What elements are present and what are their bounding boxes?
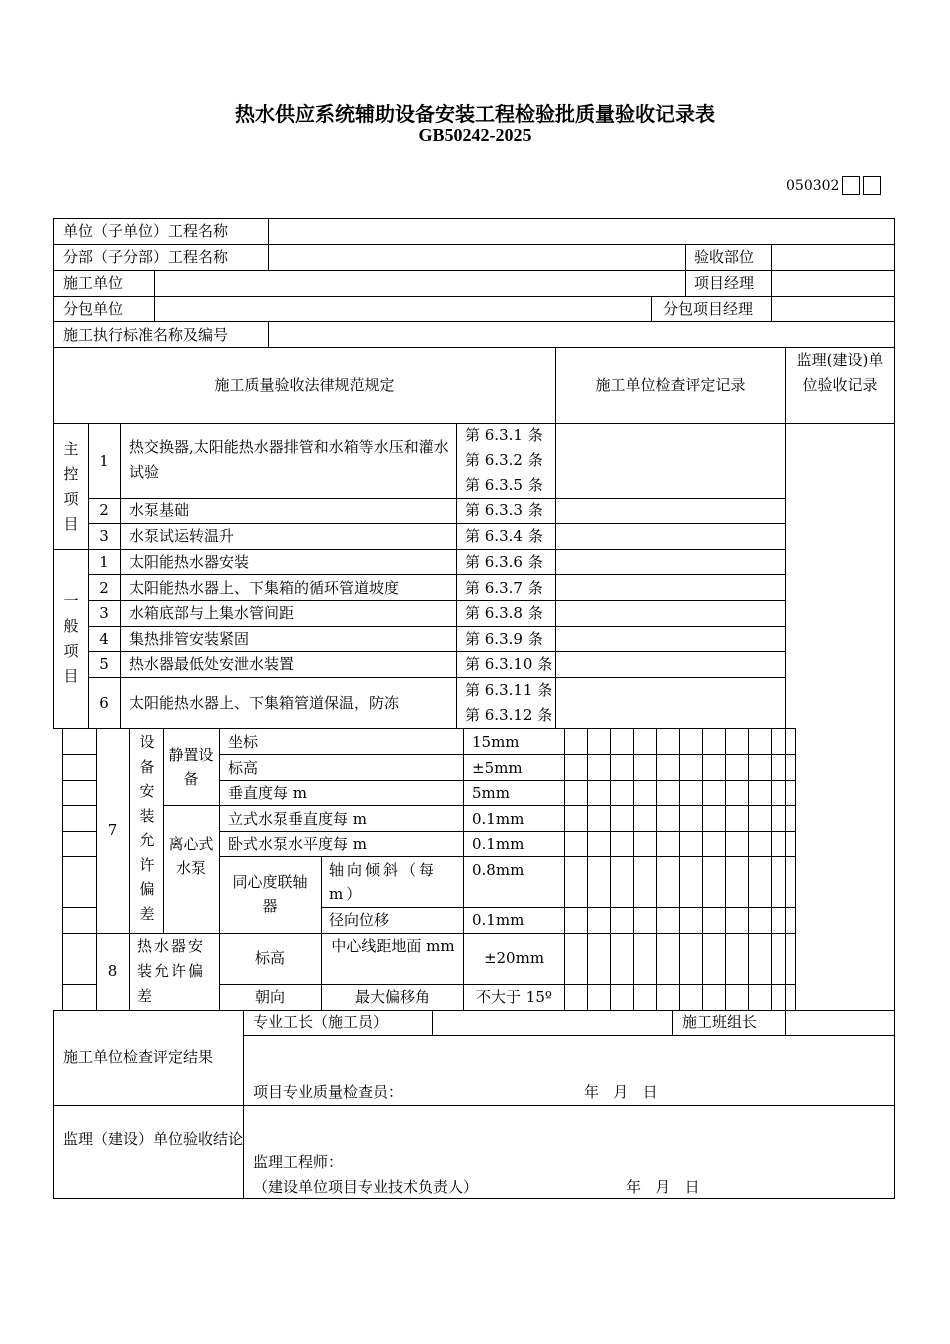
tol7-item-6: 轴向倾斜（每m） bbox=[329, 861, 438, 903]
general-clause-6: 第 6.3.11 条 第 6.3.12 条 bbox=[465, 681, 553, 724]
tol7-item-5: 卧式水泵水平度每 m bbox=[228, 835, 367, 853]
rule-h bbox=[62, 728, 796, 729]
label-standard-name: 施工执行标准名称及编号 bbox=[63, 326, 229, 344]
form-code bbox=[786, 176, 881, 195]
rule-h bbox=[88, 498, 786, 499]
rule-v bbox=[785, 347, 786, 1011]
rule-v bbox=[771, 296, 772, 322]
general-item-6: 太阳能热水器上、下集箱管道保温，防冻 bbox=[129, 694, 400, 712]
rule-h bbox=[53, 321, 895, 322]
rule-v bbox=[555, 347, 556, 729]
general-clause-1: 第 6.3.6 条 bbox=[465, 553, 543, 571]
rule-v bbox=[679, 728, 680, 1011]
rule-h bbox=[62, 907, 97, 908]
tol8-value-1: ±20mm bbox=[483, 949, 545, 967]
label-subcontract-unit: 分包单位 bbox=[63, 300, 124, 318]
general-item-no-1: 1 bbox=[99, 553, 109, 571]
standard-code: GB50242-2025 bbox=[418, 125, 532, 145]
tol7-value-7: 0.1mm bbox=[472, 911, 525, 929]
main-items-label: 主控项目 bbox=[63, 440, 79, 533]
general-item-5: 热水器最低处安泄水装置 bbox=[129, 655, 295, 673]
general-item-no-2: 2 bbox=[99, 579, 109, 597]
rule-v bbox=[268, 321, 269, 348]
date-supervision: 年 月 日 bbox=[626, 1178, 700, 1196]
rule-v bbox=[651, 296, 652, 322]
rule-v bbox=[785, 1010, 786, 1036]
label-acceptance-part: 验收部位 bbox=[694, 248, 755, 266]
rule-h bbox=[243, 1035, 895, 1036]
general-item-no-4: 4 bbox=[99, 630, 109, 648]
rule-v bbox=[748, 728, 749, 1011]
tol7-coupling: 同心度联轴器 bbox=[232, 873, 308, 915]
tol8-group: 热水器安装允许偏差 bbox=[137, 937, 206, 1005]
rule-v bbox=[656, 728, 657, 1011]
rule-v bbox=[62, 728, 63, 1011]
rule-h bbox=[53, 296, 895, 297]
main-item-no-2: 2 bbox=[99, 501, 109, 519]
label-subcontract-manager: 分包项目经理 bbox=[663, 300, 754, 318]
main-clause-3: 第 6.3.4 条 bbox=[465, 527, 543, 545]
tol7-value-6: 0.8mm bbox=[472, 861, 525, 879]
tol7-value-4: 0.1mm bbox=[472, 810, 525, 828]
tol7-value-1: 15mm bbox=[472, 733, 520, 751]
page-title: 热水供应系统辅助设备安装工程检验批质量验收记录表 bbox=[235, 102, 715, 126]
label-team-leader: 施工班组长 bbox=[682, 1013, 758, 1031]
label-foreman: 专业工长（施工员） bbox=[253, 1013, 389, 1031]
rule-v bbox=[432, 1010, 433, 1036]
label-project-manager: 项目经理 bbox=[694, 274, 755, 292]
label-engineer: 监理工程师： bbox=[253, 1153, 344, 1171]
rule-h bbox=[53, 1010, 895, 1011]
table-left-border bbox=[53, 218, 54, 729]
rule-h bbox=[62, 780, 97, 781]
rule-v bbox=[702, 728, 703, 1011]
general-item-no-5: 5 bbox=[99, 655, 109, 673]
label-supervision-conclusion: 监理（建设）单位验收结论 bbox=[63, 1130, 244, 1148]
rule-h bbox=[62, 856, 97, 857]
rule-v bbox=[456, 423, 457, 729]
rule-v bbox=[564, 728, 565, 1011]
rule-h bbox=[62, 754, 97, 755]
tol8-no: 8 bbox=[107, 962, 118, 980]
rule-v bbox=[633, 728, 634, 1011]
rule-h bbox=[62, 984, 97, 985]
general-item-no-3: 3 bbox=[99, 604, 109, 622]
rule-h bbox=[88, 677, 786, 678]
tol8-sub-2: 最大偏移角 bbox=[354, 988, 430, 1006]
form-code-box-2[interactable] bbox=[863, 176, 881, 195]
form-code-box-1[interactable] bbox=[842, 176, 860, 195]
rule-v bbox=[154, 270, 155, 297]
rule-v bbox=[795, 728, 796, 1011]
rule-v bbox=[685, 244, 686, 271]
rule-h bbox=[53, 1105, 895, 1106]
general-clause-4: 第 6.3.9 条 bbox=[465, 630, 543, 648]
main-clause-2: 第 6.3.3 条 bbox=[465, 501, 543, 519]
label-sub-project: 分部（子分部）工程名称 bbox=[63, 248, 229, 266]
col-supervision: 监理(建设)单位验收记录 bbox=[796, 351, 884, 394]
general-item-no-6: 6 bbox=[99, 694, 109, 712]
rule-v bbox=[163, 728, 164, 934]
label-owner-rep: （建设单位项目专业技术负责人） bbox=[253, 1178, 479, 1196]
main-item-1: 热交换器,太阳能热水器排管和水箱等水压和灌水试验 bbox=[129, 438, 449, 481]
tol7-static: 静置设备 bbox=[168, 746, 214, 788]
label-construction-unit: 施工单位 bbox=[63, 274, 124, 292]
label-check-result: 施工单位检查评定结果 bbox=[63, 1048, 214, 1066]
tol7-item-1: 坐标 bbox=[228, 733, 259, 751]
label-inspector: 项目专业质量检查员： bbox=[253, 1083, 404, 1101]
rule-v bbox=[771, 728, 772, 1011]
tol7-item-2: 标高 bbox=[228, 759, 259, 777]
tol7-no: 7 bbox=[107, 821, 118, 839]
rule-v bbox=[268, 244, 269, 271]
rule-h bbox=[53, 270, 895, 271]
tol7-item-3: 垂直度每 m bbox=[228, 784, 307, 802]
rule-v bbox=[685, 270, 686, 297]
rule-h bbox=[321, 907, 796, 908]
tol7-value-5: 0.1mm bbox=[472, 835, 525, 853]
rule-v bbox=[672, 1010, 673, 1036]
rule-v bbox=[120, 423, 121, 729]
tol7-centrifugal: 离心式水泵 bbox=[168, 835, 214, 877]
form-code-number: 050302 bbox=[786, 177, 840, 194]
date-check: 年 月 日 bbox=[584, 1083, 658, 1101]
rule-v bbox=[129, 728, 130, 1011]
tol8-item-2: 朝向 bbox=[254, 988, 285, 1006]
tol7-value-3: 5mm bbox=[472, 784, 510, 802]
rule-v bbox=[321, 856, 322, 934]
rule-v bbox=[771, 244, 772, 271]
tol8-item-1: 标高 bbox=[254, 949, 285, 967]
table-right-border bbox=[894, 218, 895, 1011]
tol7-group: 设备安装允许偏差 bbox=[139, 733, 155, 923]
rule-h bbox=[62, 831, 97, 832]
general-items-label: 一般项目 bbox=[63, 592, 79, 685]
general-clause-2: 第 6.3.7 条 bbox=[465, 579, 543, 597]
rule-v bbox=[771, 270, 772, 297]
general-item-4: 集热排管安装紧固 bbox=[129, 630, 250, 648]
rule-v bbox=[725, 728, 726, 1011]
tol8-sub-1: 中心线距地面 mm bbox=[331, 937, 455, 955]
col-check-record: 施工单位检查评定记录 bbox=[595, 376, 746, 394]
general-item-1: 太阳能热水器安装 bbox=[129, 553, 250, 571]
general-item-3: 水箱底部与上集水管间距 bbox=[129, 604, 295, 622]
main-item-2: 水泵基础 bbox=[129, 501, 190, 519]
col-spec: 施工质量验收法律规范规定 bbox=[214, 376, 395, 394]
tol7-item-4: 立式水泵垂直度每 m bbox=[228, 810, 367, 828]
main-item-no-3: 3 bbox=[99, 527, 109, 545]
tol7-item-7: 径向位移 bbox=[329, 911, 390, 929]
rule-h bbox=[62, 805, 97, 806]
general-item-2: 太阳能热水器上、下集箱的循环管道坡度 bbox=[129, 579, 400, 597]
main-clause-1: 第 6.3.1 条 第 6.3.2 条 第 6.3.5 条 bbox=[465, 426, 543, 494]
rule-v bbox=[154, 296, 155, 322]
main-item-no-1: 1 bbox=[99, 452, 109, 470]
general-clause-3: 第 6.3.8 条 bbox=[465, 604, 543, 622]
tol8-value-2: 不大于 15º bbox=[476, 988, 552, 1006]
tol7-value-2: ±5mm bbox=[472, 759, 523, 777]
main-item-3: 水泵试运转温升 bbox=[129, 527, 235, 545]
label-unit-project: 单位（子单位）工程名称 bbox=[63, 222, 229, 240]
rule-v bbox=[587, 728, 588, 1011]
general-clause-5: 第 6.3.10 条 bbox=[465, 655, 553, 673]
rule-v bbox=[610, 728, 611, 1011]
rule-v bbox=[268, 218, 269, 245]
